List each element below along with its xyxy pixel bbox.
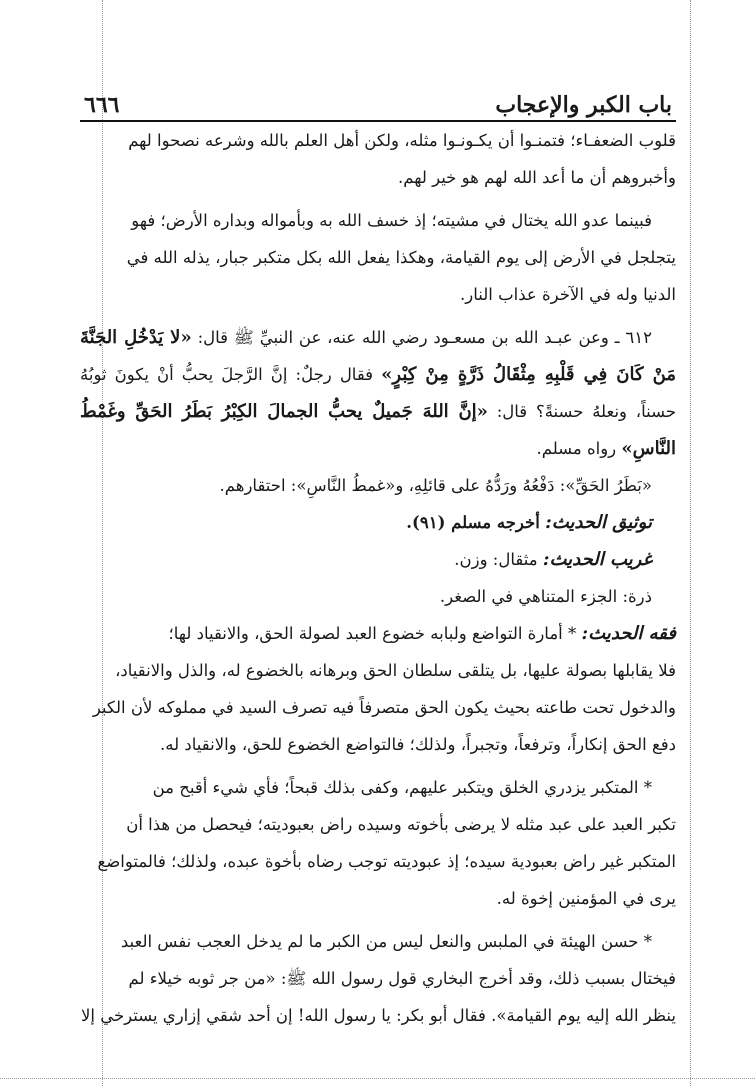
text-line: وأخبروهم أن ما أعد الله لهم هو خير لهم. xyxy=(397,168,676,187)
hadith-source: رواه مسلم. xyxy=(536,439,617,458)
section-label: غريب الحديث: xyxy=(542,549,652,570)
text-line: * المتكبر يزدري الخلق ويتكبر عليهم، وكفى بذلك قبحاً؛ فأي شيء أقبح من xyxy=(152,778,652,797)
text-line: الدنيا وله في الآخرة عذاب النار. xyxy=(460,285,676,304)
page-number: ٦٦٦ xyxy=(84,92,120,118)
gloss-line: «بَطَرُ الحَقِّ»: دَفْعُهُ ورَدُّهُ على قائلِهِ، و«غمطُ النَّاسِ»: احتقارهم. xyxy=(219,476,652,495)
text-line: فلا يقابلها بصولة عليها، بل يتلقى سلطان الحق وبرهانه بالخضوع له، والذل والانقياد، xyxy=(115,661,676,680)
fold-guide-left xyxy=(690,0,691,1086)
text-line: دفع الحق إنكاراً، وترفعاً، وتجبراً، ولذلك؛ فالتواضع الخضوع للحق، والانقياد له. xyxy=(160,735,676,754)
chapter-title: باب الكبر والإعجاب xyxy=(495,92,672,118)
fiqh-line xyxy=(80,615,676,652)
text-line: يتجلجل في الأرض إلى يوم القيامة، وهكذا يفعل الله بكل متكبر جبار، يذله الله في xyxy=(126,248,676,267)
definition-line: ذرة: الجزء المتناهي في الصغر. xyxy=(439,587,652,606)
page-body xyxy=(80,122,676,1034)
hadith-quote: «إنَّ اللهَ جَميلٌ يحبُّ الجمالَ الكِبْرُ بَطَرُ الحَقِّ وغَمْطُ النَّاسِ» xyxy=(80,401,676,459)
hadith-quote: «لا يَدْخُلِ الجَنَّةَ مَنْ كَانَ فِي قَلْبِهِ مِثْقَالُ ذَرَّةٍ مِنْ كِبْرٍ» xyxy=(80,327,676,385)
hadith-narration: فقال رجلٌ: xyxy=(295,365,374,384)
hadith-question: إنَّ الرَّجلَ يحبُّ أنْ يكونَ ثوبُهُ حسناً، ونعلهُ حسنةً؟ xyxy=(80,365,677,421)
page-header xyxy=(80,84,676,122)
section-text: * أمارة التواضع ولبابه خضوع العبد لصولة الحق، والانقياد لها؛ xyxy=(168,624,577,643)
text-line: قلوب الضعفـاء؛ فتمنـوا أن يكـونـوا مثله، ولكن أهل العلم بالله وشرعه نصحوا لهم xyxy=(128,131,676,150)
text-line: ينظر الله إليه يوم القيامة». فقال أبو بكر: يا رسول الله! إن أحد شقي إزاري يسترخي إلا xyxy=(80,1006,676,1025)
section-label: فقه الحديث: xyxy=(581,623,676,644)
hadith-narration: قال: xyxy=(496,402,528,421)
gharib-line xyxy=(80,541,676,578)
tawthiq-line xyxy=(80,504,676,541)
hadith-intro: ٦١٢ ـ وعن عبـد الله بن مسعـود رضي الله عنه، عن النبيِّ ﷺ قال: xyxy=(197,328,653,347)
text-line: يرى في المؤمنين إخوة له. xyxy=(496,889,676,908)
section-label: توثيق الحديث: xyxy=(545,512,652,533)
text-line: المتكبر غير راض بعبودية سيده؛ إذ عبوديته توجب رضاه بأخوة عبده، ولذلك؛ فالمتواضع xyxy=(97,852,676,871)
section-text: مثقال: وزن. xyxy=(454,550,538,569)
text-line: والدخول تحت طاعته بحيث يكون الحق متصرفاً فيه تصرف السيد في مملوكه لأن الكبر xyxy=(92,698,676,717)
book-page xyxy=(80,84,676,1034)
hadith-text xyxy=(80,319,676,467)
text-line: فبينما عدو الله يختال في مشيته؛ إذ خسف الله به وبأمواله وبداره الأرض؛ فهو xyxy=(131,211,652,230)
section-text: أخرجه مسلم (٩١). xyxy=(406,513,540,532)
text-line: فيختال بسبب ذلك، وقد أخرج البخاري قول رسول الله ﷺ: «من جر ثوبه خيلاء لم xyxy=(128,969,676,988)
text-line: تكبر العبد على عبد مثله لا يرضى بأخوته وسيده راض بعبوديته؛ فيحصل من هذا أن xyxy=(126,815,676,834)
fold-guide-bottom xyxy=(0,1078,755,1079)
text-line: * حسن الهيئة في الملبس والنعل ليس من الكبر ما لم يدخل العجب نفس العبد xyxy=(120,932,652,951)
